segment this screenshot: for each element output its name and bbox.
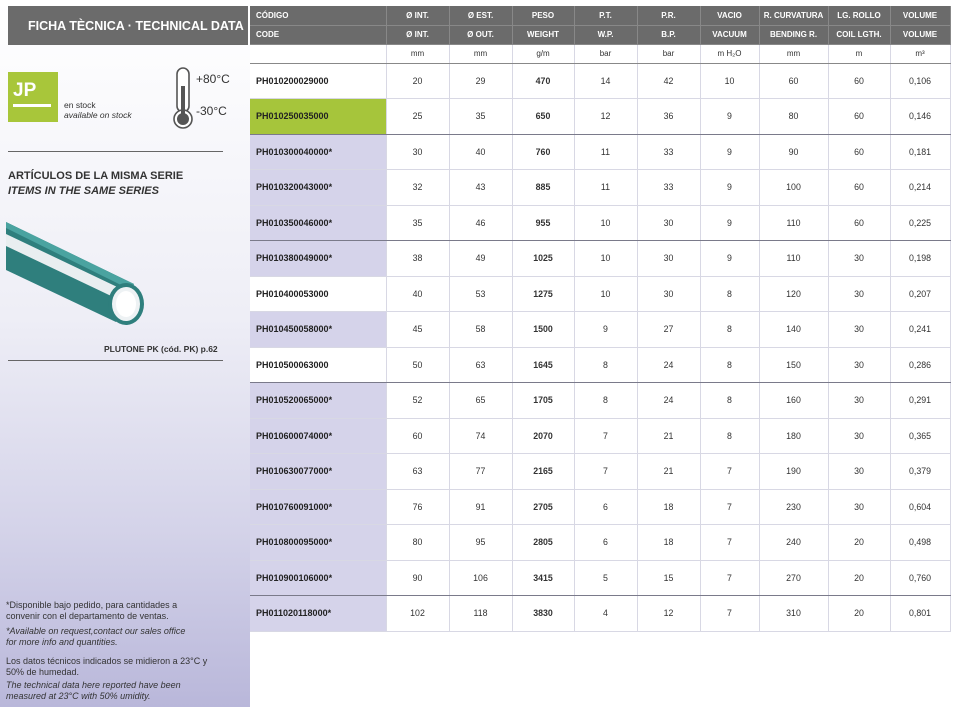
table-cell: 33: [637, 170, 700, 206]
column-header: mm: [759, 44, 828, 63]
table-cell: 0,379: [890, 454, 950, 490]
table-cell: 3415: [512, 560, 574, 596]
table-cell: 35: [386, 205, 449, 241]
table-cell: 30: [828, 418, 890, 454]
table-cell: 60: [828, 170, 890, 206]
note-line: for more info and quantities.: [6, 637, 118, 647]
table-cell: 9: [700, 170, 759, 206]
table-cell: 25: [386, 99, 449, 135]
table-cell: 7: [574, 454, 637, 490]
product-code: PH010300040000*: [250, 134, 386, 170]
table-cell: 955: [512, 205, 574, 241]
product-code: PH010600074000*: [250, 418, 386, 454]
product-code: PH010520065000*: [250, 383, 386, 419]
table-cell: 11: [574, 170, 637, 206]
column-header: R. CURVATURA: [759, 6, 828, 25]
table-cell: 95: [449, 525, 512, 561]
table-cell: 885: [512, 170, 574, 206]
table-cell: 0,181: [890, 134, 950, 170]
series-title-es: ARTÍCULOS DE LA MISMA SERIE: [8, 170, 184, 182]
table-cell: 20: [828, 525, 890, 561]
column-header: mm: [386, 44, 449, 63]
table-cell: 11: [574, 134, 637, 170]
table-row: [250, 383, 950, 419]
pipe-caption: PLUTONE PK (cód. PK) p.62: [104, 344, 218, 354]
table-cell: 18: [637, 525, 700, 561]
table-row: [250, 205, 950, 241]
table-cell: 36: [637, 99, 700, 135]
table-cell: 650: [512, 99, 574, 135]
table-cell: 310: [759, 596, 828, 632]
table-cell: 120: [759, 276, 828, 312]
table-row: [250, 454, 950, 490]
table-cell: 7: [700, 454, 759, 490]
table-cell: 7: [700, 560, 759, 596]
table-cell: 8: [700, 276, 759, 312]
table-cell: 2070: [512, 418, 574, 454]
table-cell: 90: [386, 560, 449, 596]
table-cell: 63: [386, 454, 449, 490]
table-cell: 21: [637, 418, 700, 454]
table-cell: 0,286: [890, 347, 950, 383]
table-cell: 3830: [512, 596, 574, 632]
table-cell: 2805: [512, 525, 574, 561]
table-row: [250, 560, 950, 596]
table-cell: 4: [574, 596, 637, 632]
note-line: The technical data here reported have been: [6, 680, 181, 690]
table-row: [250, 170, 950, 206]
table-cell: 0,498: [890, 525, 950, 561]
table-row: [250, 312, 950, 348]
table-cell: 42: [637, 63, 700, 99]
table-cell: 1645: [512, 347, 574, 383]
page-title: FICHA TÈCNICA · TECHNICAL DATA: [8, 6, 248, 45]
table-cell: 8: [700, 312, 759, 348]
table-cell: 30: [828, 383, 890, 419]
table-cell: 760: [512, 134, 574, 170]
column-header: PESO: [512, 6, 574, 25]
table-cell: 140: [759, 312, 828, 348]
table-row: [250, 241, 950, 277]
column-header: bar: [574, 44, 637, 63]
table-cell: 21: [637, 454, 700, 490]
jp-logo-text: JP: [13, 80, 37, 101]
table-cell: 0,801: [890, 596, 950, 632]
table-cell: 30: [828, 241, 890, 277]
column-header: Ø OUT.: [449, 25, 512, 44]
table-cell: 24: [637, 347, 700, 383]
divider: [8, 151, 223, 152]
jp-logo-underline: [13, 104, 51, 107]
table-cell: 0,291: [890, 383, 950, 419]
table-cell: 7: [574, 418, 637, 454]
table-cell: 7: [700, 596, 759, 632]
left-panel: [0, 0, 250, 707]
table-cell: 0,106: [890, 63, 950, 99]
product-code: PH010630077000*: [250, 454, 386, 490]
table-cell: 35: [449, 99, 512, 135]
temp-high: +80°C: [196, 72, 230, 86]
table-cell: 40: [449, 134, 512, 170]
table-cell: 10: [574, 276, 637, 312]
table-cell: 8: [700, 347, 759, 383]
product-code: PH010320043000*: [250, 170, 386, 206]
table-row: [250, 134, 950, 170]
column-header: VOLUME: [890, 25, 950, 44]
table-cell: 30: [828, 312, 890, 348]
table-cell: 0,365: [890, 418, 950, 454]
stock-es: en stock: [64, 100, 96, 110]
table-cell: 0,225: [890, 205, 950, 241]
table-cell: 2705: [512, 489, 574, 525]
table-cell: 9: [700, 99, 759, 135]
table-cell: 49: [449, 241, 512, 277]
table-cell: 80: [759, 99, 828, 135]
table-cell: 60: [828, 205, 890, 241]
column-header: VOLUME: [890, 6, 950, 25]
table-cell: 6: [574, 525, 637, 561]
table-cell: 0,146: [890, 99, 950, 135]
note-line: *Disponible bajo pedido, para cantidades a: [6, 600, 178, 610]
table-cell: 20: [828, 596, 890, 632]
product-code: PH010800095000*: [250, 525, 386, 561]
product-code: PH010350046000*: [250, 205, 386, 241]
table-cell: 27: [637, 312, 700, 348]
table-cell: 8: [574, 383, 637, 419]
table-cell: 30: [828, 347, 890, 383]
note-line: *Available on request,contact our sales office: [6, 626, 186, 636]
table-cell: 30: [828, 454, 890, 490]
note-line: measured at 23°C with 50% umidity.: [6, 691, 151, 701]
table-cell: 9: [700, 134, 759, 170]
column-header: m³: [890, 44, 950, 63]
product-code: PH010400053000: [250, 276, 386, 312]
table-cell: 14: [574, 63, 637, 99]
table-body: [250, 63, 950, 631]
column-header: Ø EST.: [449, 6, 512, 25]
table-cell: 30: [828, 489, 890, 525]
column-header: W.P.: [574, 25, 637, 44]
column-header: [250, 44, 386, 63]
table-cell: 60: [386, 418, 449, 454]
table-cell: 0,207: [890, 276, 950, 312]
column-header: COIL LGTH.: [828, 25, 890, 44]
column-header: mm: [449, 44, 512, 63]
table-row: [250, 347, 950, 383]
table-cell: 30: [637, 241, 700, 277]
note-line: 50% de humedad.: [6, 667, 80, 677]
table-cell: 90: [759, 134, 828, 170]
header-row-en: [250, 25, 950, 44]
table-cell: 50: [386, 347, 449, 383]
table-cell: 24: [637, 383, 700, 419]
table-cell: 29: [449, 63, 512, 99]
table-cell: 18: [637, 489, 700, 525]
table-cell: 33: [637, 134, 700, 170]
column-header: bar: [637, 44, 700, 63]
table-cell: 0,214: [890, 170, 950, 206]
table-cell: 100: [759, 170, 828, 206]
table-cell: 0,241: [890, 312, 950, 348]
table-row: [250, 525, 950, 561]
table-cell: 190: [759, 454, 828, 490]
column-header: CODE: [250, 25, 386, 44]
table-cell: 60: [759, 63, 828, 99]
table-cell: 2165: [512, 454, 574, 490]
stock-label: [64, 100, 132, 120]
column-header: WEIGHT: [512, 25, 574, 44]
series-title-en: ITEMS IN THE SAME SERIES: [8, 185, 159, 197]
note-line: Los datos técnicos indicados se midieron a 23°C y: [6, 656, 208, 666]
column-header: m H₂O: [700, 44, 759, 63]
technical-data-table: [250, 6, 951, 632]
table-cell: 7: [700, 489, 759, 525]
column-header: Ø INT.: [386, 6, 449, 25]
column-header: B.P.: [637, 25, 700, 44]
table-cell: 77: [449, 454, 512, 490]
table-cell: 60: [828, 63, 890, 99]
table-cell: 180: [759, 418, 828, 454]
table-cell: 118: [449, 596, 512, 632]
table-cell: 20: [828, 560, 890, 596]
table-cell: 9: [574, 312, 637, 348]
table-cell: 10: [574, 205, 637, 241]
table-cell: 160: [759, 383, 828, 419]
table-cell: 46: [449, 205, 512, 241]
table-cell: 30: [637, 276, 700, 312]
table-row: [250, 596, 950, 632]
table-cell: 240: [759, 525, 828, 561]
table-cell: 20: [386, 63, 449, 99]
table-cell: 65: [449, 383, 512, 419]
temp-low: -30°C: [196, 104, 227, 118]
note-line: convenir con el departamento de ventas.: [6, 611, 169, 621]
table-cell: 470: [512, 63, 574, 99]
table-cell: 8: [574, 347, 637, 383]
column-header: CÓDIGO: [250, 6, 386, 25]
table-cell: 6: [574, 489, 637, 525]
table-cell: 150: [759, 347, 828, 383]
table-row: [250, 489, 950, 525]
table-cell: 38: [386, 241, 449, 277]
table-cell: 76: [386, 489, 449, 525]
table-cell: 60: [828, 134, 890, 170]
table-cell: 270: [759, 560, 828, 596]
table-cell: 110: [759, 205, 828, 241]
table-cell: 30: [637, 205, 700, 241]
column-header: m: [828, 44, 890, 63]
table-cell: 0,198: [890, 241, 950, 277]
table-cell: 9: [700, 205, 759, 241]
table-cell: 30: [386, 134, 449, 170]
product-code: PH010200029000: [250, 63, 386, 99]
table-cell: 12: [637, 596, 700, 632]
stock-en: available on stock: [64, 110, 132, 120]
column-header: P.R.: [637, 6, 700, 25]
table-cell: 53: [449, 276, 512, 312]
thermometer-icon: [168, 66, 198, 130]
table-cell: 58: [449, 312, 512, 348]
product-code: PH010450058000*: [250, 312, 386, 348]
pipe-image: [6, 212, 154, 342]
table-row: [250, 276, 950, 312]
jp-logo: [8, 72, 58, 122]
product-code: PH011020118000*: [250, 596, 386, 632]
table-cell: 8: [700, 383, 759, 419]
product-code: PH010380049000*: [250, 241, 386, 277]
table-cell: 230: [759, 489, 828, 525]
product-code: PH010900106000*: [250, 560, 386, 596]
table-cell: 91: [449, 489, 512, 525]
table-cell: 8: [700, 418, 759, 454]
table-row: [250, 418, 950, 454]
table-cell: 15: [637, 560, 700, 596]
table-cell: 0,604: [890, 489, 950, 525]
table-cell: 63: [449, 347, 512, 383]
table-cell: 32: [386, 170, 449, 206]
table-cell: 102: [386, 596, 449, 632]
table-cell: 12: [574, 99, 637, 135]
table-cell: 45: [386, 312, 449, 348]
table-cell: 1025: [512, 241, 574, 277]
table-cell: 110: [759, 241, 828, 277]
table-cell: 60: [828, 99, 890, 135]
table-cell: 106: [449, 560, 512, 596]
column-header: VACIO: [700, 6, 759, 25]
column-header: LG. ROLLO: [828, 6, 890, 25]
table-row: [250, 63, 950, 99]
product-code: PH010250035000: [250, 99, 386, 135]
product-code: PH010760091000*: [250, 489, 386, 525]
table-cell: 52: [386, 383, 449, 419]
table-cell: 10: [574, 241, 637, 277]
product-code: PH010500063000: [250, 347, 386, 383]
table-cell: 9: [700, 241, 759, 277]
column-header: BENDING R.: [759, 25, 828, 44]
divider: [8, 360, 223, 361]
column-header: VACUUM: [700, 25, 759, 44]
table-cell: 0,760: [890, 560, 950, 596]
table-cell: 1705: [512, 383, 574, 419]
table-cell: 1275: [512, 276, 574, 312]
header-row-units: [250, 44, 950, 63]
header-row-es: [250, 6, 950, 25]
table-cell: 43: [449, 170, 512, 206]
column-header: Ø INT.: [386, 25, 449, 44]
table-cell: 40: [386, 276, 449, 312]
table-cell: 10: [700, 63, 759, 99]
table-cell: 1500: [512, 312, 574, 348]
table-cell: 30: [828, 276, 890, 312]
table-cell: 7: [700, 525, 759, 561]
table-cell: 74: [449, 418, 512, 454]
table-row: [250, 99, 950, 135]
table-cell: 5: [574, 560, 637, 596]
column-header: g/m: [512, 44, 574, 63]
table-cell: 80: [386, 525, 449, 561]
column-header: P.T.: [574, 6, 637, 25]
